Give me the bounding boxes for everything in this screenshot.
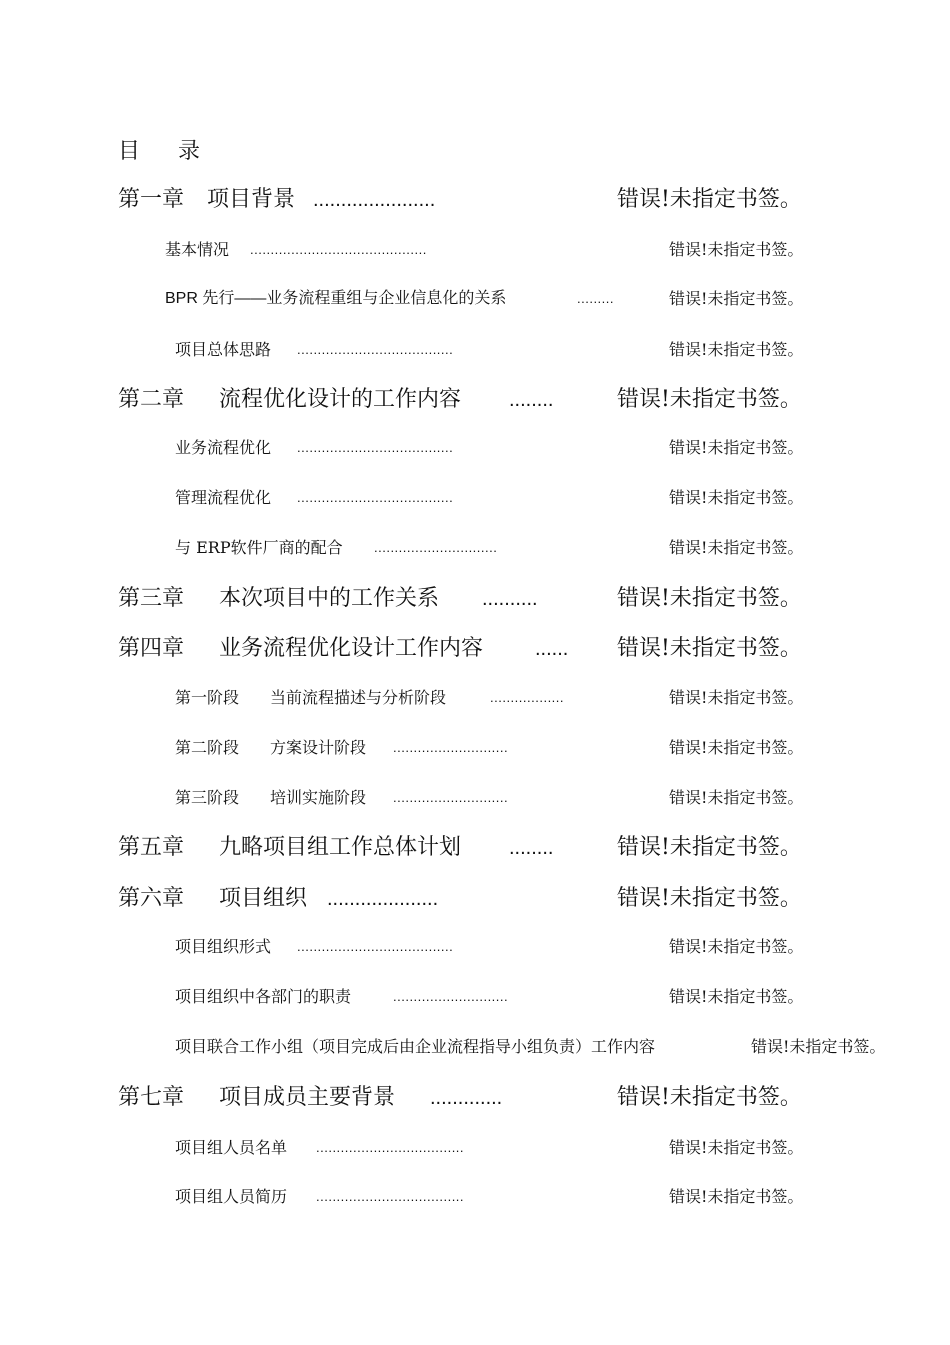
toc-entry-title: 项目联合工作小组（项目完成后由企业流程指导小组负责）工作内容 [175,1037,656,1056]
toc-dot-leader: .......... [482,588,538,610]
toc-entry-title: 项目组人员名单 [175,1138,288,1157]
toc-dot-leader: ...... [535,638,569,660]
toc-entry-number: 第三章 [118,586,185,611]
toc-dot-leader: ...................................... [297,939,454,954]
toc-page-reference[interactable]: 错误!未指定书签。 [669,688,804,707]
toc-dot-leader: ........ [509,837,554,859]
toc-page-reference[interactable]: 错误!未指定书签。 [669,488,804,507]
toc-entry-title: 项目成员主要背景 [219,1085,396,1110]
toc-entry-title: BPR 先行——业务流程重组与企业信息化的关系 [165,290,507,307]
toc-chapter-entry[interactable] [0,883,950,915]
toc-dot-leader: .................................... [316,1140,465,1155]
toc-dot-leader: .............................. [374,540,498,555]
toc-section-entry[interactable] [0,732,950,764]
toc-page-reference[interactable]: 错误!未指定书签。 [669,987,804,1006]
toc-entry-title: 项目背景 [207,187,296,212]
toc-page-reference[interactable]: 错误!未指定书签。 [669,340,804,359]
toc-dot-leader: ........ [509,389,554,411]
toc-dot-leader: ........................................... [250,242,427,257]
toc-dot-leader: ............................ [393,790,509,805]
toc-page-reference[interactable]: 错误!未指定书签。 [669,1138,804,1157]
toc-entry-title: 方案设计阶段 [270,738,367,757]
toc-dot-leader: ...................................... [297,490,454,505]
toc-dot-leader: ......... [577,291,615,306]
toc-page-reference[interactable]: 错误!未指定书签。 [669,538,804,557]
toc-section-entry[interactable] [0,1181,950,1213]
toc-page-reference[interactable]: 错误!未指定书签。 [617,1085,802,1110]
toc-page-reference[interactable]: 错误!未指定书签。 [617,187,802,212]
toc-chapter-entry[interactable] [0,583,950,615]
toc-entry-title: 流程优化设计的工作内容 [219,387,462,412]
toc-page-reference[interactable]: 错误!未指定书签。 [617,387,802,412]
toc-entry-number: 第二阶段 [175,738,240,757]
toc-entry-title: 项目总体思路 [175,340,272,359]
toc-page-reference[interactable]: 错误!未指定书签。 [669,240,804,259]
toc-entry-title: 项目组织 [219,886,308,911]
toc-entry-title: 管理流程优化 [175,488,272,507]
toc-entry-title: 项目组人员简历 [175,1187,288,1206]
toc-entry-title: 项目组织中各部门的职责 [175,987,352,1006]
toc-dot-leader: ............. [430,1087,503,1109]
toc-section-entry[interactable] [0,283,950,315]
toc-dot-leader: ...................................... [297,342,454,357]
toc-dot-leader: ............................ [393,989,509,1004]
toc-page-reference[interactable]: 错误!未指定书签。 [669,1187,804,1206]
toc-title: 目录 [118,139,239,164]
toc-entry-number: 第三阶段 [175,788,240,807]
toc-section-entry[interactable] [0,334,950,366]
toc-entry-title: 与 ERP软件厂商的配合 [175,538,343,557]
toc-section-entry[interactable] [0,682,950,714]
toc-page-reference[interactable]: 错误!未指定书签。 [669,289,804,308]
toc-entry-title: 基本情况 [165,240,230,259]
toc-section-entry[interactable] [0,782,950,814]
toc-page-reference[interactable]: 错误!未指定书签。 [617,835,802,860]
toc-section-entry[interactable] [0,482,950,514]
toc-page-reference[interactable]: 错误!未指定书签。 [751,1037,886,1056]
toc-dot-leader: ............................ [393,740,509,755]
toc-entry-number: 第五章 [118,835,185,860]
toc-dot-leader: .................................... [316,1189,465,1204]
toc-entry-title: 九略项目组工作总体计划 [219,835,462,860]
toc-entry-title: 业务流程优化设计工作内容 [219,636,484,661]
toc-section-entry[interactable] [0,234,950,266]
toc-section-entry[interactable] [0,1031,950,1063]
toc-entry-title: 培训实施阶段 [270,788,367,807]
toc-entry-title: 业务流程优化 [175,438,272,457]
toc-entry-title: 项目组织形式 [175,937,272,956]
toc-dot-leader: ...................... [313,189,436,211]
toc-entry-number: 第七章 [118,1085,185,1110]
toc-page-reference[interactable]: 错误!未指定书签。 [617,636,802,661]
toc-section-entry[interactable] [0,532,950,564]
toc-page-reference[interactable]: 错误!未指定书签。 [669,438,804,457]
toc-chapter-entry[interactable] [0,384,950,416]
toc-entry-number: 第一章 [118,187,185,212]
toc-chapter-entry[interactable] [0,1082,950,1114]
toc-section-entry[interactable] [0,931,950,963]
toc-section-entry[interactable] [0,432,950,464]
toc-dot-leader: ...................................... [297,440,454,455]
toc-page-reference[interactable]: 错误!未指定书签。 [617,586,802,611]
toc-page-reference[interactable]: 错误!未指定书签。 [669,937,804,956]
toc-dot-leader: .................... [327,888,439,910]
toc-entry-number: 第二章 [118,387,185,412]
toc-chapter-entry[interactable] [0,832,950,864]
toc-section-entry[interactable] [0,1132,950,1164]
toc-dot-leader: .................. [490,690,565,705]
toc-section-entry[interactable] [0,981,950,1013]
toc-entry-number: 第四章 [118,636,185,661]
toc-entry-number: 第六章 [118,886,185,911]
toc-chapter-entry[interactable] [0,633,950,665]
toc-entry-number: 第一阶段 [175,688,240,707]
toc-entry-title: 本次项目中的工作关系 [219,586,440,611]
toc-entry-title: 当前流程描述与分析阶段 [270,688,447,707]
toc-page-reference[interactable]: 错误!未指定书签。 [669,738,804,757]
toc-page-reference[interactable]: 错误!未指定书签。 [669,788,804,807]
toc-chapter-entry[interactable] [0,184,950,216]
toc-page-reference[interactable]: 错误!未指定书签。 [617,886,802,911]
